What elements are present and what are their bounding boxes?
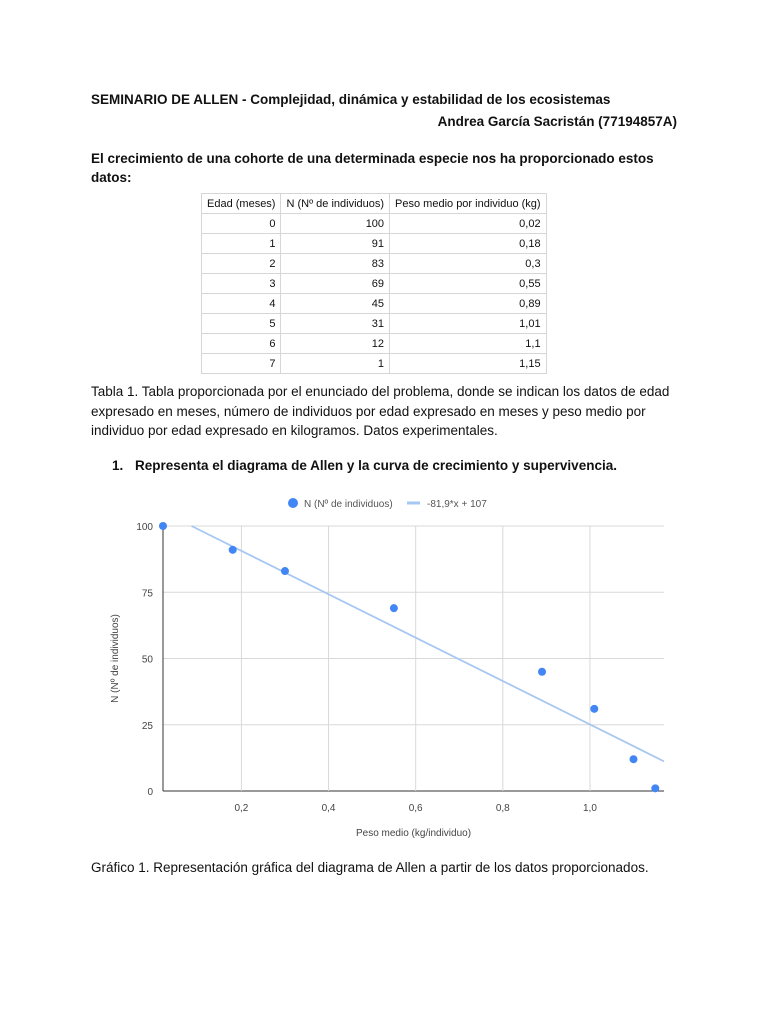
table-cell: 1 xyxy=(202,234,281,254)
data-table xyxy=(201,193,547,374)
table-row xyxy=(202,314,547,334)
table-row xyxy=(202,214,547,234)
table-cell: 1,01 xyxy=(390,314,547,334)
table-cell: 0,89 xyxy=(390,294,547,314)
table-header-row xyxy=(202,194,547,214)
table-row xyxy=(202,334,547,354)
table-cell: 5 xyxy=(202,314,281,334)
table-cell: 31 xyxy=(281,314,390,334)
table-row xyxy=(202,354,547,374)
table-row xyxy=(202,234,547,254)
table-cell: 6 xyxy=(202,334,281,354)
legend-label-trendline: -81,9*x + 107 xyxy=(427,499,487,510)
document-title: SEMINARIO DE ALLEN - Complejidad, dinámica y estabilidad de los ecosistemas xyxy=(91,92,611,107)
table-row xyxy=(202,294,547,314)
question-heading xyxy=(112,458,617,473)
x-tick-label: 1,0 xyxy=(582,803,597,814)
y-tick-label: 25 xyxy=(141,720,153,732)
table-cell: 0 xyxy=(202,214,281,234)
table-cell: 3 xyxy=(202,274,281,294)
chart-caption: Gráfico 1. Representación gráfica del diagrama de Allen a partir de los datos proporcionados. xyxy=(91,860,649,875)
table-cell: 45 xyxy=(281,294,390,314)
table-row xyxy=(202,254,547,274)
table-cell: 1,1 xyxy=(390,334,547,354)
question-number: 1. xyxy=(112,458,124,473)
table-caption: Tabla 1. Tabla proporcionada por el enunciado del problema, donde se indican los datos de edad expresado en meses, número de individuos por edad expresado en meses y peso medio por individuo por edad expresado en kilogramos. Datos experimentales. xyxy=(91,384,670,438)
column-header: Peso medio por individuo (kg) xyxy=(390,194,547,214)
column-header: Edad (meses) xyxy=(202,194,281,214)
x-tick-label: 0,8 xyxy=(495,803,510,814)
table-cell: 69 xyxy=(281,274,390,294)
data-point xyxy=(630,755,638,763)
y-tick-label: 75 xyxy=(141,588,153,600)
y-axis-title: N (Nº de individuos) xyxy=(110,614,121,703)
question-text: Representa el diagrama de Allen y la curva de crecimiento y supervivencia. xyxy=(135,458,617,473)
data-point xyxy=(538,668,546,676)
y-tick-label: 100 xyxy=(136,522,153,533)
table-cell: 1 xyxy=(281,354,390,374)
table-cell: 12 xyxy=(281,334,390,354)
data-point xyxy=(159,522,167,530)
x-tick-label: 0,4 xyxy=(321,803,336,814)
data-point xyxy=(281,567,289,575)
trendline xyxy=(192,526,664,761)
data-point xyxy=(590,705,598,713)
x-tick-label: 0,2 xyxy=(234,803,249,814)
legend-marker-points xyxy=(288,498,298,508)
table-cell: 2 xyxy=(202,254,281,274)
table-cell: 83 xyxy=(281,254,390,274)
author-line: Andrea García Sacristán (77194857A) xyxy=(437,114,677,129)
x-axis-title: Peso medio (kg/individuo) xyxy=(355,828,472,839)
legend-label-points: N (Nº de individuos) xyxy=(304,499,393,510)
table-cell: 91 xyxy=(281,234,390,254)
table-cell: 7 xyxy=(202,354,281,374)
table-cell: 1,15 xyxy=(390,354,547,374)
table-row xyxy=(202,274,547,294)
table-cell: 0,02 xyxy=(390,214,547,234)
table-cell: 0,55 xyxy=(390,274,547,294)
data-point xyxy=(229,546,237,554)
data-point xyxy=(390,604,398,612)
x-tick-label: 0,6 xyxy=(408,803,423,814)
intro-paragraph: El crecimiento de una cohorte de una determinada especie nos ha proporcionado estos datos: xyxy=(91,151,654,185)
table-cell: 0,3 xyxy=(390,254,547,274)
y-tick-label: 0 xyxy=(147,787,153,798)
table-cell: 100 xyxy=(281,214,390,234)
table-cell: 0,18 xyxy=(390,234,547,254)
column-header: N (Nº de individuos) xyxy=(281,194,390,214)
y-tick-label: 50 xyxy=(141,654,153,666)
data-point xyxy=(651,784,659,792)
table-cell: 4 xyxy=(202,294,281,314)
allen-chart xyxy=(100,488,680,848)
